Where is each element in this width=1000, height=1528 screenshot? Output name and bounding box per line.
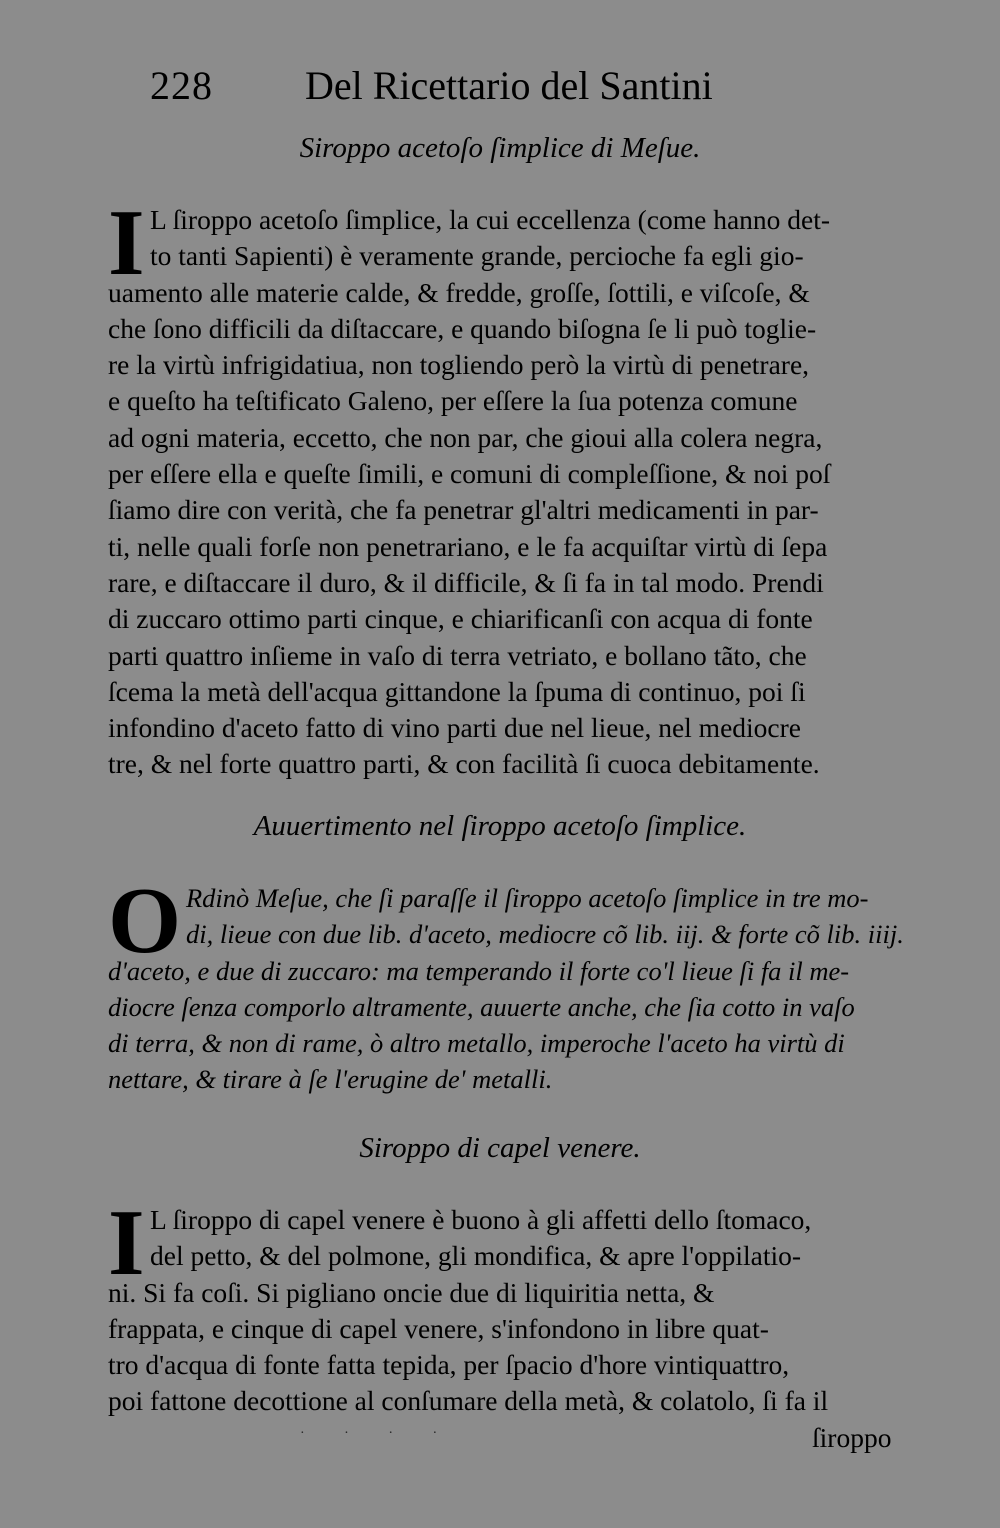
drop-cap: O [108,869,182,973]
running-head [150,62,770,122]
text-line: L ſiroppo acetoſo ſimplice, la cui eccellenza (come hanno det- [150,204,831,235]
text-line: tre, & nel forte quattro parti, & con facilità ſi cuoca debitamente. [108,748,820,780]
running-title: Del Ricettario del Santini [305,63,713,108]
text-line: frappata, e cinque di capel venere, s'infondono in libre quat- [108,1312,769,1344]
text-line: re la virtù infrigidatiua, non togliendo però la virtù di penetrare, [108,349,810,381]
text-line: rare, e diſtaccare il duro, & il difficile, & ſi fa in tal modo. Prendi [108,566,824,598]
page-number: 228 [150,63,213,108]
paragraph-siroppo-acetoso [108,191,948,783]
text-line: Rdinò Meſue, che ſi paraſſe il ſiroppo acetoſo ſimplice in tre mo- [186,883,869,913]
text-line: ni. Si fa coſi. Si pigliano oncie due di liquiritia netta, & [108,1276,715,1308]
text-line: tro d'acqua di fonte fatta tepida, per ſpacio d'hore vintiquattro, [108,1349,790,1381]
paragraph-auuertimento [108,869,948,1098]
text-line: diocre ſenza comporlo altramente, auuerte anche, che ſia cotto in vaſo [108,991,855,1022]
text-line: d'aceto, e due di zuccaro: ma temperando il forte co'l lieue ſi fa il me- [108,955,850,986]
print-speckles: · · · · [300,1426,456,1441]
paragraph-capel-venere [108,1191,948,1420]
text-line: L ſiroppo di capel venere è buono à gli affetti dello ſtomaco, [150,1204,812,1235]
text-line: ſcema la metà dell'acqua gittandone la ſpuma di continuo, poi ſi [108,675,806,707]
text-line: to tanti Sapienti) è veramente grande, percioche fa egli gio- [150,240,804,272]
text-line: uamento alle materie calde, & fredde, groſſe, ſottili, e viſcoſe, & [108,276,810,308]
text-line: nettare, & tirare à ſe l'erugine de' metalli. [108,1064,553,1095]
text-line: infondino d'aceto fatto di vino parti due nel lieue, nel mediocre [108,712,801,744]
text-line: e queſto ha teſtificato Galeno, per eſſere la ſua potenza comune [108,385,798,417]
text-line: del petto, & del polmone, gli mondifica, & apre l'oppilatio- [150,1240,802,1272]
section-heading-auuertimento: Auuertimento nel ſiroppo acetoſo ſimplice. [253,810,747,842]
text-line: di, lieue con due lib. d'aceto, mediocre cõ lib. iij. & forte cõ lib. iiij. [186,919,904,950]
text-line: per eſſere ella e queſte ſimili, e comuni di compleſſione, & noi poſ [108,458,831,490]
section-heading-capel-venere: Siroppo di capel venere. [359,1132,641,1164]
text-line: ti, nelle quali forſe non penetrariano, e le fa acquiſtar virtù di ſepa [108,530,828,562]
catchword: ſiroppo [812,1422,892,1453]
text-line: ad ogni materia, eccetto, che non par, che gioui alla colera negra, [108,421,823,453]
text-line: poi fattone decottione al conſumare della metà, & colatolo, ſi fa il [108,1385,829,1417]
section-heading-siroppo-acetoso: Siroppo acetoſo ſimplice di Meſue. [299,132,701,164]
text-line: che ſono difficili da diſtaccare, e quando biſogna ſe li può toglie- [108,312,817,344]
text-line: parti quattro inſieme in vaſo di terra vetriato, e bollano tãto, che [108,639,807,671]
text-line: ſiamo dire con verità, che fa penetrar gl'altri medicamenti in par- [108,494,819,526]
drop-cap: I [108,191,145,295]
text-line: di zuccaro ottimo parti cinque, e chiarificanſi con acqua di fonte [108,603,813,635]
drop-cap: I [108,1191,145,1295]
text-line: di terra, & non di rame, ò altro metallo, imperoche l'aceto ha virtù di [108,1028,845,1059]
